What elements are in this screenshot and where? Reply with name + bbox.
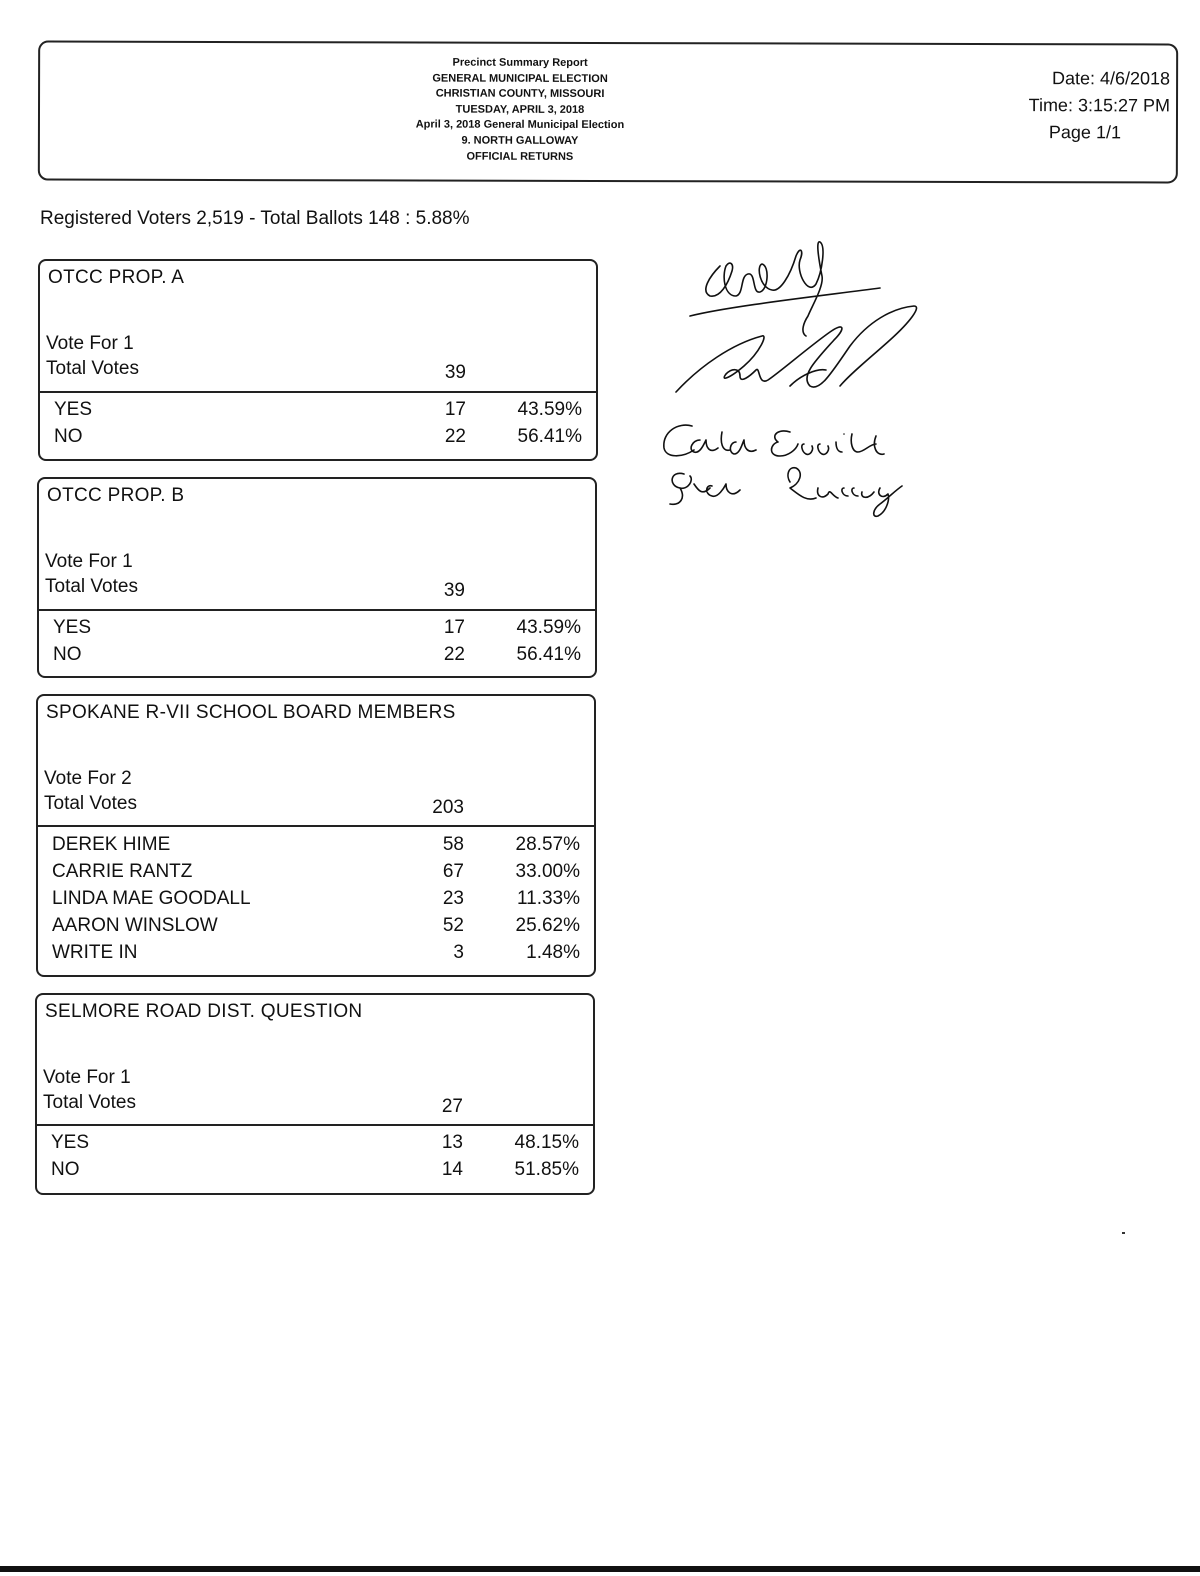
contest-otcc-prop-a	[38, 259, 598, 461]
candidate-votes: 58	[442, 834, 464, 855]
signatures-graphic	[640, 236, 940, 536]
result-row	[40, 399, 596, 426]
election-date: TUESDAY, APRIL 3, 2018	[455, 103, 585, 116]
contest-selmore-road	[35, 993, 595, 1195]
result-row	[37, 1132, 593, 1159]
candidate-votes: 52	[442, 915, 464, 936]
vote-for-label: Vote For 1	[46, 333, 134, 354]
candidate-name: AARON WINSLOW	[52, 915, 218, 936]
election-description: April 3, 2018 General Municipal Election	[415, 118, 625, 132]
report-header	[38, 41, 1178, 184]
result-row	[38, 861, 594, 888]
choice-percent: 48.15%	[514, 1132, 579, 1153]
result-row	[38, 942, 594, 969]
county-name: CHRISTIAN COUNTY, MISSOURI	[435, 87, 605, 101]
vote-for-label: Vote For 2	[44, 768, 132, 789]
candidate-percent: 25.62%	[515, 915, 580, 936]
choice-name: YES	[53, 617, 92, 638]
contest-school-board	[36, 694, 596, 977]
page-number: Page 1/1	[1048, 122, 1122, 143]
choice-percent: 56.41%	[517, 426, 582, 447]
official-returns-label: OFFICIAL RETURNS	[466, 150, 574, 163]
result-row	[38, 888, 594, 915]
divider	[38, 825, 594, 827]
total-votes-value: 39	[444, 362, 466, 383]
total-votes-label: Total Votes	[44, 793, 137, 814]
contest-title: OTCC PROP. A	[48, 267, 185, 288]
signature-4	[670, 468, 902, 517]
candidate-votes: 67	[442, 861, 464, 882]
registration-summary: Registered Voters 2,519 - Total Ballots 148 : 5.88%	[40, 208, 470, 229]
contest-otcc-prop-b	[37, 477, 597, 678]
choice-votes: 17	[444, 399, 466, 420]
report-title-block	[340, 55, 700, 165]
choice-name: YES	[51, 1132, 90, 1153]
candidate-percent: 33.00%	[515, 861, 580, 882]
contest-title: SELMORE ROAD DIST. QUESTION	[45, 1001, 363, 1022]
result-row	[37, 1159, 593, 1186]
result-row	[38, 915, 594, 942]
total-votes-label: Total Votes	[46, 358, 139, 379]
choice-percent: 51.85%	[514, 1159, 579, 1180]
divider	[39, 609, 595, 611]
choice-name: NO	[54, 426, 83, 447]
total-votes-value: 39	[443, 580, 465, 601]
candidate-votes: 23	[442, 888, 464, 909]
choice-votes: 14	[441, 1159, 463, 1180]
divider	[37, 1124, 593, 1126]
choice-percent: 43.59%	[516, 617, 581, 638]
candidate-percent: 28.57%	[515, 834, 580, 855]
vote-for-label: Vote For 1	[43, 1067, 131, 1088]
result-row	[38, 834, 594, 861]
report-date: Date: 4/6/2018	[1051, 68, 1171, 89]
candidate-percent: 11.33%	[516, 888, 580, 909]
bottom-scan-edge	[0, 1566, 1200, 1572]
choice-name: NO	[53, 644, 82, 665]
vote-for-label: Vote For 1	[45, 551, 133, 572]
result-row	[40, 426, 596, 453]
choice-votes: 22	[444, 426, 466, 447]
candidate-name: CARRIE RANTZ	[52, 861, 193, 882]
choice-votes: 22	[443, 644, 465, 665]
candidate-name: DEREK HIME	[52, 834, 171, 855]
divider	[40, 391, 596, 393]
total-votes-value: 27	[441, 1096, 463, 1117]
total-votes-label: Total Votes	[45, 576, 138, 597]
precinct-name: 9. NORTH GALLOWAY	[461, 134, 579, 147]
report-meta	[970, 65, 1170, 147]
candidate-percent: 1.48%	[526, 942, 580, 963]
choice-percent: 56.41%	[516, 644, 581, 665]
choice-name: YES	[54, 399, 93, 420]
contest-title: OTCC PROP. B	[47, 485, 185, 506]
choice-percent: 43.59%	[517, 399, 582, 420]
choice-votes: 13	[441, 1132, 463, 1153]
signature-3	[664, 425, 884, 456]
stray-mark	[1122, 1232, 1125, 1234]
choice-votes: 17	[443, 617, 465, 638]
result-row	[39, 617, 595, 644]
candidate-name: LINDA MAE GOODALL	[52, 888, 251, 909]
total-votes-value: 203	[432, 797, 464, 818]
contest-title: SPOKANE R-VII SCHOOL BOARD MEMBERS	[46, 702, 456, 723]
report-title: Precinct Summary Report	[452, 56, 588, 69]
choice-name: NO	[51, 1159, 80, 1180]
signature-2	[676, 306, 917, 392]
election-name: GENERAL MUNICIPAL ELECTION	[432, 72, 608, 85]
result-row	[39, 644, 595, 671]
report-time: Time: 3:15:27 PM	[1028, 95, 1171, 116]
signature-1	[690, 242, 880, 336]
candidate-votes: 3	[453, 942, 464, 963]
total-votes-label: Total Votes	[43, 1092, 136, 1113]
candidate-name: WRITE IN	[52, 942, 138, 963]
